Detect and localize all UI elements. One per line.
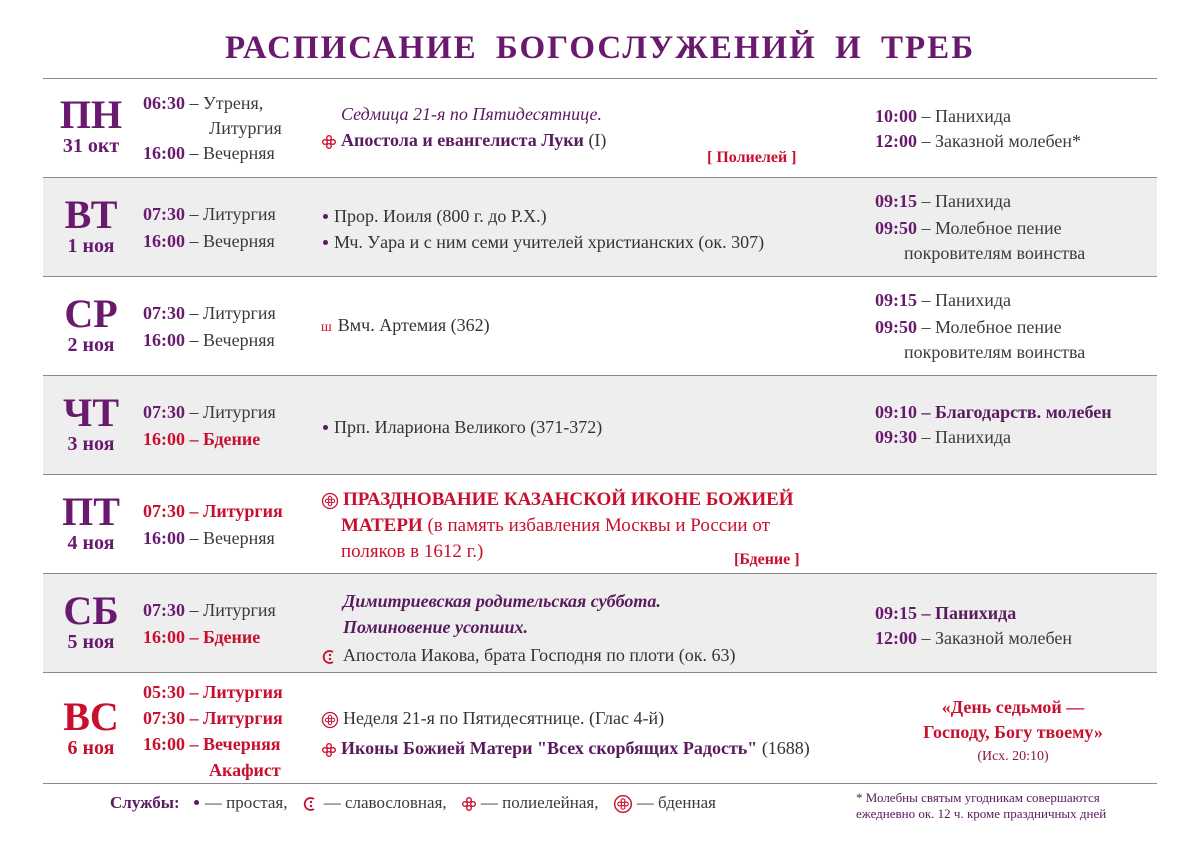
treb-name: Панихида: [935, 290, 1012, 310]
six-stichera-icon: ш: [321, 320, 332, 335]
saint-text: Прор. Иоиля (800 г. до Р.Х.): [334, 206, 547, 226]
treb-time: 09:15: [875, 290, 917, 310]
dash: –: [185, 528, 203, 548]
feast-title: МАТЕРИ: [341, 515, 423, 536]
trebs-list: [875, 104, 1165, 154]
services-list: [143, 202, 323, 254]
services-list: [143, 91, 323, 166]
schedule-row-wednesday: [43, 277, 1157, 375]
service-name: Вечерняя: [203, 330, 275, 350]
feast-note: поляков в 1612 г.): [341, 541, 484, 562]
dash: –: [917, 628, 935, 648]
saint-text: Седмица 21-я по Пятидесятнице.: [341, 104, 603, 124]
schedule-row-monday: [43, 79, 1157, 177]
services-list: [143, 598, 323, 650]
treb-time: 09:30: [875, 427, 917, 447]
simple-icon: [323, 425, 328, 430]
saints-list: [321, 312, 861, 341]
service-time: 16:00: [143, 528, 185, 548]
day-label: [43, 192, 139, 257]
day-abbr: ПТ: [62, 489, 120, 534]
saint-text: Вмч. Артемия (362): [337, 315, 490, 335]
treb-time: 09:15: [875, 603, 917, 623]
saint-text: Димитриевская родительская суббота.: [343, 591, 661, 611]
dash: –: [917, 402, 935, 422]
trebs-list: [875, 288, 1165, 365]
saint-note: (1688): [757, 738, 810, 758]
treb-name: Панихида: [935, 427, 1012, 447]
service-name: Литургия: [203, 303, 276, 323]
dash: –: [185, 600, 203, 620]
service-name: Вечерняя: [203, 734, 281, 754]
dash: –: [185, 429, 203, 449]
day-abbr: ВТ: [64, 192, 118, 237]
treb-time: 12:00: [875, 628, 917, 648]
treb-time: 09:50: [875, 218, 917, 238]
dash: –: [185, 708, 203, 728]
day-date: 3 ноя: [67, 433, 115, 455]
day-abbr: ЧТ: [62, 390, 120, 435]
vigil-icon: [613, 794, 633, 814]
polyeleos-icon: [461, 796, 477, 812]
dash: –: [185, 627, 203, 647]
service-name: Акафист: [209, 760, 281, 780]
service-time: 07:30: [143, 402, 185, 422]
dash: –: [917, 290, 935, 310]
day-abbr: СБ: [63, 588, 119, 633]
day-label: [43, 489, 139, 554]
treb-name: покровителям воинства: [904, 342, 1086, 362]
treb-name: Заказной молебен: [935, 628, 1073, 648]
service-time: 16:00: [143, 734, 185, 754]
dash: –: [917, 106, 935, 126]
doxology-icon: [302, 796, 320, 812]
feast-title: ПРАЗДНОВАНИЕ КАЗАНСКОЙ ИКОНЕ БОЖИЕЙ: [343, 489, 794, 510]
simple-icon: [194, 800, 199, 805]
service-time: 16:00: [143, 627, 185, 647]
schedule-row-sunday: [43, 673, 1157, 783]
service-rank-bracket: [Бдение ]: [734, 551, 800, 568]
legend-item: — полиелейная,: [480, 793, 599, 812]
divider: [43, 783, 1157, 784]
day-date: 31 окт: [62, 135, 120, 157]
dash: –: [185, 231, 203, 251]
treb-time: 10:00: [875, 106, 917, 126]
services-list: [143, 679, 323, 783]
treb-name: Благодарств. молебен: [935, 402, 1112, 422]
quote-line: «День седьмой —: [941, 697, 1085, 717]
saint-text: Апостола Иакова, брата Господня по плоти (ок. 63): [343, 645, 736, 665]
schedule-row-thursday: [43, 376, 1157, 474]
service-name: Литургия: [203, 501, 283, 521]
services-list: [143, 301, 323, 353]
services-list: [143, 400, 323, 452]
day-abbr: СР: [64, 291, 118, 336]
scripture-quote: [893, 695, 1133, 769]
trebs-list: [875, 400, 1165, 450]
service-time: 16:00: [143, 231, 185, 251]
service-name: Литургия: [209, 118, 282, 138]
saints-list: [321, 101, 861, 153]
footnote-line: ежедневно ок. 12 ч. кроме праздничных дней: [856, 806, 1107, 821]
service-name: Литургия: [203, 204, 276, 224]
saint-note: (I): [583, 130, 607, 150]
day-date: 4 ноя: [67, 532, 115, 554]
trebs-list: [875, 189, 1165, 266]
saints-list: [321, 414, 861, 440]
service-time: 07:30: [143, 600, 185, 620]
service-rank-bracket: [ Полиелей ]: [707, 149, 797, 166]
footnote-line: * Молебны святым угодникам совершаются: [856, 790, 1100, 805]
service-name: Литургия: [203, 600, 276, 620]
legend-item: — бденная: [636, 793, 716, 812]
dash: –: [917, 427, 935, 447]
service-name: Вечерняя: [203, 528, 275, 548]
day-abbr: ПН: [59, 92, 123, 137]
page-title: РАСПИСАНИЕ БОГОСЛУЖЕНИЙ И ТРЕБ: [224, 30, 976, 66]
service-name: Бдение: [203, 429, 261, 449]
treb-name: Заказной молебен*: [935, 131, 1082, 151]
service-time: 06:30: [143, 93, 185, 113]
service-legend: [110, 793, 726, 814]
treb-name: Панихида: [935, 191, 1012, 211]
day-label: [43, 390, 139, 455]
dash: –: [185, 303, 203, 323]
schedule-row-tuesday: [43, 178, 1157, 276]
day-label: [43, 92, 139, 157]
saint-text: Мч. Уара и с ним семи учителей христианских (ок. 307): [334, 232, 765, 252]
dash: –: [917, 317, 935, 337]
service-time: 07:30: [143, 303, 185, 323]
service-time: 07:30: [143, 204, 185, 224]
dash: –: [185, 402, 203, 422]
dash: –: [185, 734, 203, 754]
saint-text: Прп. Илариона Великого (371-372): [334, 417, 603, 437]
polyeleos-icon: [321, 134, 337, 150]
dash: –: [185, 93, 203, 113]
service-time: 05:30: [143, 682, 185, 702]
saint-text: Неделя 21-я по Пятидесятнице. (Глас 4-й): [343, 708, 665, 728]
legend-item: — простая,: [204, 793, 288, 812]
feast-note: (в память избавления Москвы и России от: [422, 515, 770, 536]
saint-text: Иконы Божией Матери "Всех скорбящих Радость": [341, 738, 758, 758]
footnote: [856, 790, 1156, 822]
service-name: Литургия: [203, 402, 276, 422]
vigil-icon: [321, 711, 339, 729]
doxology-icon: [321, 649, 339, 665]
day-date: 1 ноя: [67, 235, 115, 257]
day-date: 2 ноя: [67, 334, 115, 356]
quote-reference: (Исх. 20:10): [977, 749, 1049, 764]
dash: –: [917, 218, 935, 238]
services-list: [143, 499, 323, 551]
day-abbr: ВС: [63, 694, 119, 739]
service-time: 16:00: [143, 429, 185, 449]
dash: –: [917, 131, 935, 151]
saints-list: [321, 203, 861, 255]
treb-time: 09:10: [875, 402, 917, 422]
saint-text: Апостола и евангелиста Луки: [341, 130, 584, 150]
service-name: Бдение: [203, 627, 261, 647]
legend-item: — славословная,: [323, 793, 447, 812]
schedule-row-friday: [43, 475, 1157, 573]
day-label: [43, 291, 139, 356]
quote-line: Господу, Богу твоему»: [923, 722, 1103, 742]
treb-name: Молебное пение: [935, 317, 1062, 337]
saints-list: [321, 703, 861, 763]
service-name: Литургия: [203, 682, 283, 702]
dash: –: [185, 501, 203, 521]
vigil-icon: [321, 492, 339, 510]
dash: –: [917, 191, 935, 211]
polyeleos-icon: [321, 742, 337, 758]
schedule-row-saturday: [43, 574, 1157, 672]
service-name: Утреня,: [203, 93, 264, 113]
day-date: 6 ноя: [67, 737, 115, 759]
service-name: Вечерняя: [203, 143, 275, 163]
saint-text: Поминовение усопших.: [343, 617, 529, 637]
day-label: [43, 694, 139, 759]
treb-name: Панихида: [935, 106, 1012, 126]
saints-list: [321, 588, 861, 668]
dash: –: [185, 204, 203, 224]
service-time: 07:30: [143, 501, 185, 521]
simple-icon: [323, 214, 328, 219]
treb-time: 09:50: [875, 317, 917, 337]
treb-time: 09:15: [875, 191, 917, 211]
day-date: 5 ноя: [67, 631, 115, 653]
service-time: 16:00: [143, 143, 185, 163]
trebs-list: [875, 601, 1165, 651]
service-name: Вечерняя: [203, 231, 275, 251]
day-label: [43, 588, 139, 653]
dash: –: [185, 330, 203, 350]
dash: –: [185, 143, 203, 163]
dash: –: [917, 603, 935, 623]
treb-time: 12:00: [875, 131, 917, 151]
service-time: 16:00: [143, 330, 185, 350]
service-name: Литургия: [203, 708, 283, 728]
treb-name: Молебное пение: [935, 218, 1062, 238]
simple-icon: [323, 240, 328, 245]
treb-name: Панихида: [935, 603, 1017, 623]
legend-label: Службы:: [110, 793, 180, 812]
dash: –: [185, 682, 203, 702]
treb-name: покровителям воинства: [904, 243, 1086, 263]
service-time: 07:30: [143, 708, 185, 728]
